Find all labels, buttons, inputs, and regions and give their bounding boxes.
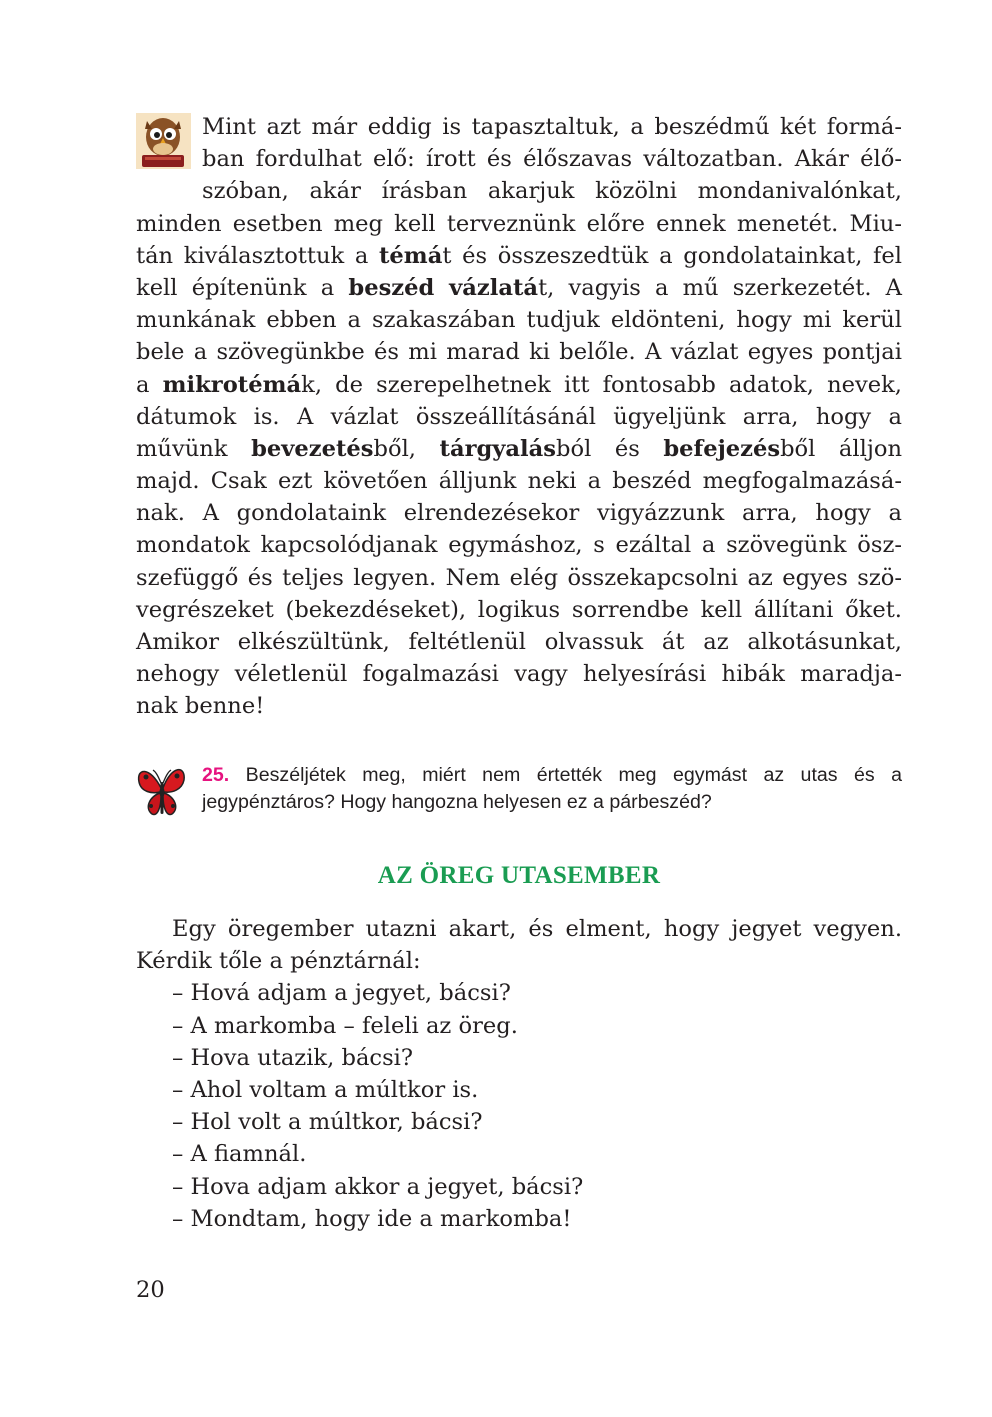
story-text <box>136 913 902 1235</box>
intro-line <box>136 240 902 272</box>
dialogue-line: – Hova utazik, bácsi? <box>172 1044 414 1071</box>
text-run: ből álljon <box>780 435 903 462</box>
intro-line: mondatok kapcsolódjanak egymáshoz, s ezáltal a szövegünk ösz- <box>136 532 902 559</box>
text-run: t, vagyis a mű szerkezetét. A <box>538 274 902 301</box>
text-run: ből, <box>373 435 440 462</box>
intro-line: szefüggő és teljes legyen. Nem elég összekapcsolni az egyes szö- <box>136 564 902 591</box>
story-line: Egy öregember utazni akart, és elment, hogy jegyet vegyen. <box>172 916 902 942</box>
task-line: jegypénztáros? Hogy hangozna helyesen ez a párbeszéd? <box>202 791 712 813</box>
intro-line: majd. Csak ezt követően álljunk neki a beszéd megfogalmazásá- <box>136 468 902 495</box>
dialogue-line: – Hol volt a múltkor, bácsi? <box>172 1109 483 1136</box>
intro-line: minden esetben meg kell terveznünk előre ennek menetét. Miu- <box>136 210 902 237</box>
intro-line: dátumok is. A vázlat összeállításánál ügyeljünk arra, hogy a <box>136 403 902 430</box>
bold-term: tárgyalás <box>439 435 557 462</box>
text-run: ból és <box>556 435 664 462</box>
intro-line: szóban, akár írásban akarjuk közölni mondanivalónkat, <box>202 178 902 205</box>
bold-term: befejezés <box>663 435 781 462</box>
text-run: k, de szerepelhetnek itt fontosabb adatok, nevek, <box>301 371 902 398</box>
text-run: tán kiválasztottuk a <box>136 242 379 269</box>
dialogue-line: – Hova adjam akkor a jegyet, bácsi? <box>172 1173 584 1200</box>
text-run: a <box>136 371 163 398</box>
story-title: AZ ÖREG UTASEMBER <box>377 862 661 889</box>
story-line: Kérdik tőle a pénztárnál: <box>136 948 421 975</box>
intro-line: nehogy véletlenül fogalmazási vagy helyesírási hibák maradja- <box>136 661 902 688</box>
intro-line: bele a szövegünkbe és mi marad ki belőle. A vázlat egyes pontjai <box>136 339 902 366</box>
intro-line <box>136 433 902 465</box>
text-run: Beszéljétek meg, miért nem értették meg egymást az utas és a <box>229 764 902 786</box>
bold-term: bevezetés <box>251 435 374 462</box>
intro-line: Mint azt már eddig is tapasztaltuk, a beszédmű két formá- <box>202 114 902 140</box>
butterfly-icon <box>136 762 188 820</box>
intro-line: nak benne! <box>136 693 265 720</box>
intro-line: ban fordulhat elő: írott és élőszavas változatban. Akár élő- <box>202 146 902 173</box>
dialogue-line: – Mondtam, hogy ide a markomba! <box>172 1205 572 1232</box>
task-line <box>202 762 902 789</box>
text-run: t és összeszedtük a gondolatainkat, fel <box>442 242 903 269</box>
dialogue-line: – Hová adjam a jegyet, bácsi? <box>172 980 511 1007</box>
intro-line <box>136 369 902 401</box>
task-text <box>202 762 902 816</box>
text-run: művünk <box>136 435 252 462</box>
text-run: kell építenünk a <box>136 274 349 301</box>
dialogue-line: – Ahol voltam a múltkor is. <box>172 1076 479 1103</box>
dialogue-line: – A fiamnál. <box>172 1141 307 1168</box>
bold-term: mikrotémá <box>162 371 302 398</box>
intro-line <box>136 272 902 304</box>
bold-term: beszéd vázlatá <box>348 274 539 301</box>
intro-line: nak. A gondolataink elrendezésekor vigyázzunk arra, hogy a <box>136 500 902 527</box>
intro-line: munkának ebben a szakaszában tudjuk eldönteni, hogy mi kerül <box>136 307 902 334</box>
task-number: 25. <box>202 764 230 786</box>
intro-paragraph <box>136 111 902 723</box>
page-number: 20 <box>136 1277 165 1303</box>
intro-line: Amikor elkészültünk, feltétlenül olvassuk át az alkotásunkat, <box>136 629 902 655</box>
dialogue-line: – A markomba – feleli az öreg. <box>172 1012 518 1039</box>
bold-term: témá <box>379 242 443 269</box>
intro-line: vegrészeket (bekezdéseket), logikus sorrendbe kell állítani őket. <box>136 596 902 623</box>
